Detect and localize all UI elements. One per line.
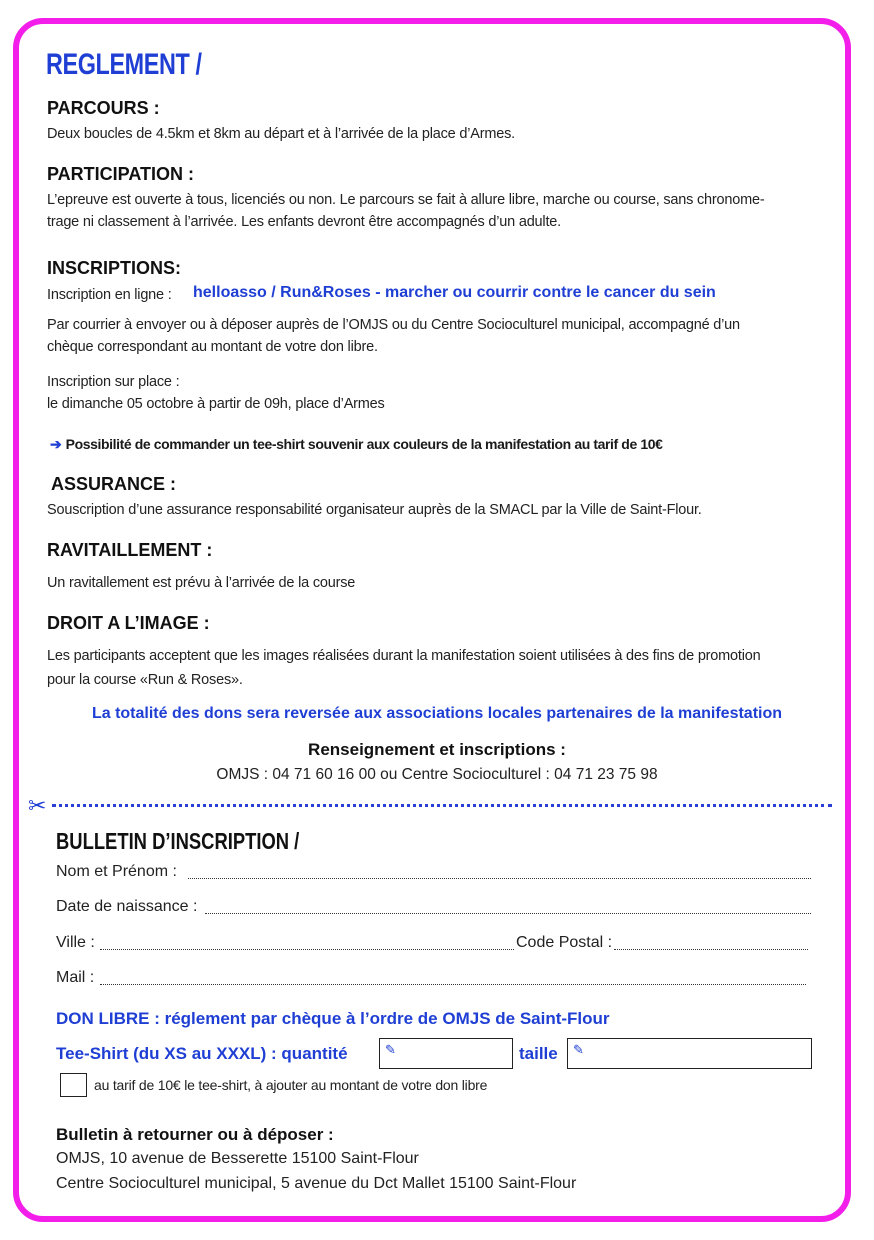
assurance-heading: ASSURANCE : bbox=[51, 474, 177, 494]
code-postal-label: Code Postal : bbox=[516, 934, 613, 951]
droit-image-line-2: pour la course «Run & Roses». bbox=[47, 672, 243, 688]
tshirt-checkbox[interactable] bbox=[60, 1073, 87, 1097]
scissors-icon: ✂ bbox=[28, 793, 47, 818]
participation-line-2: trage ni classement à l’arrivée. Les enfants devront être accompagnés d’un adulte. bbox=[47, 214, 561, 230]
mail-label: Mail : bbox=[56, 969, 95, 986]
tshirt-checkbox-text: au tarif de 10€ le tee-shirt, à ajouter au montant de votre don libre bbox=[94, 1077, 488, 1093]
inscriptions-heading: INSCRIPTIONS: bbox=[47, 258, 182, 278]
bulletin-title: BULLETIN D’INSCRIPTION / bbox=[56, 828, 300, 854]
tshirt-quantity-input[interactable] bbox=[379, 1038, 513, 1069]
tshirt-quantity-label: Tee-Shirt (du XS au XXXL) : quantité bbox=[56, 1044, 348, 1063]
online-inscription-link[interactable]: helloasso / Run&Roses - marcher ou courrir contre le cancer du sein bbox=[193, 284, 716, 301]
return-heading: Bulletin à retourner ou à déposer : bbox=[56, 1125, 334, 1144]
pencil-icon: ✎ bbox=[573, 1042, 584, 1057]
ravitaillement-heading: RAVITAILLEMENT : bbox=[47, 540, 213, 560]
parcours-heading: PARCOURS : bbox=[47, 98, 160, 118]
tshirt-size-input[interactable] bbox=[567, 1038, 812, 1069]
assurance-text: Souscription d’une assurance responsabilité organisateur auprès de la SMACL par la Ville de Saint-Flour. bbox=[47, 502, 702, 518]
nom-label: Nom et Prénom : bbox=[56, 863, 177, 880]
droit-image-line-1: Les participants acceptent que les images réalisées durant la manifestation soient utilisées à des fins de promotion bbox=[47, 648, 761, 664]
naissance-label: Date de naissance : bbox=[56, 898, 198, 915]
mail-inscription-line-1: Par courrier à envoyer ou à déposer auprès de l’OMJS ou du Centre Socioculturel municipal, accompagné d’un bbox=[47, 317, 740, 333]
online-inscription-label: Inscription en ligne : bbox=[47, 287, 172, 303]
pencil-icon: ✎ bbox=[385, 1042, 396, 1057]
nom-field[interactable] bbox=[188, 878, 811, 879]
return-address-2: Centre Socioculturel municipal, 5 avenue du Dct Mallet 15100 Saint-Flour bbox=[56, 1175, 577, 1192]
code-postal-field[interactable] bbox=[614, 949, 808, 950]
onsite-inscription-line-1: Inscription sur place : bbox=[47, 374, 180, 390]
tshirt-note bbox=[50, 436, 662, 453]
return-address-1: OMJS, 10 avenue de Besserette 15100 Saint-Flour bbox=[56, 1150, 419, 1167]
mail-field[interactable] bbox=[100, 984, 806, 985]
dons-note: La totalité des dons sera reversée aux associations locales partenaires de la manifestation bbox=[91, 705, 783, 722]
naissance-field[interactable] bbox=[205, 913, 811, 914]
participation-line-1: L’epreuve est ouverte à tous, licenciés ou non. Le parcours se fait à allure libre, marche ou course, sans chronome- bbox=[47, 192, 765, 208]
mail-inscription-line-2: chèque correspondant au montant de votre don libre. bbox=[47, 339, 378, 355]
renseignement-phones: OMJS : 04 71 60 16 00 ou Centre Socioculturel : 04 71 23 75 98 bbox=[216, 766, 658, 783]
renseignement-heading: Renseignement et inscriptions : bbox=[308, 740, 566, 759]
ville-field[interactable] bbox=[100, 949, 514, 950]
onsite-inscription-line-2: le dimanche 05 octobre à partir de 09h, place d’Armes bbox=[47, 396, 385, 412]
parcours-text: Deux boucles de 4.5km et 8km au départ et à l’arrivée de la place d’Armes. bbox=[47, 126, 515, 142]
participation-heading: PARTICIPATION : bbox=[47, 164, 194, 184]
ville-label: Ville : bbox=[56, 934, 95, 951]
don-libre-text: DON LIBRE : réglement par chèque à l’ordre de OMJS de Saint-Flour bbox=[56, 1009, 610, 1028]
arrow-right-icon: ➔ bbox=[50, 436, 62, 452]
page-title: REGLEMENT / bbox=[46, 48, 202, 81]
tshirt-note-text: Possibilité de commander un tee-shirt souvenir aux couleurs de la manifestation au tarif de 10€ bbox=[65, 436, 663, 452]
tshirt-size-label: taille bbox=[519, 1044, 558, 1063]
cut-line bbox=[52, 804, 832, 807]
ravitaillement-text: Un ravitallement est prévu à l’arrivée de la course bbox=[47, 575, 356, 591]
droit-image-heading: DROIT A L’IMAGE : bbox=[47, 613, 210, 633]
